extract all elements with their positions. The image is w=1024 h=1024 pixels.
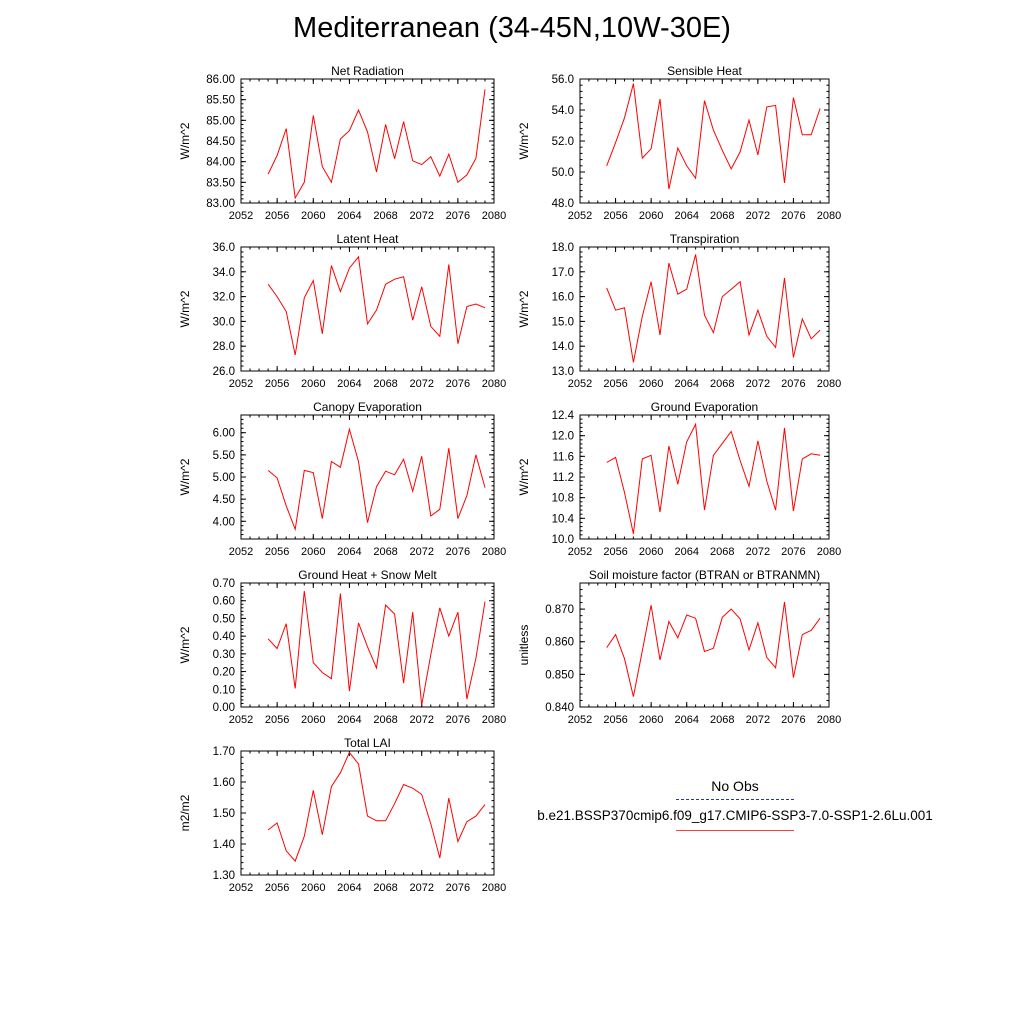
y-tick-label: 84.00 [206, 156, 235, 169]
x-tick-label: 2080 [816, 546, 842, 558]
x-tick-label: 2064 [674, 210, 699, 222]
x-tick-label: 2080 [481, 546, 507, 558]
y-tick-label: 4.00 [212, 516, 235, 529]
y-tick-label: 85.50 [206, 94, 235, 107]
chart-title: Canopy Evaporation [313, 400, 422, 414]
x-tick-label: 2076 [445, 882, 471, 894]
x-tick-label: 2072 [409, 378, 434, 390]
chart-title: Net Radiation [331, 64, 404, 78]
x-tick-label: 2076 [445, 210, 471, 222]
y-tick-label: 0.40 [212, 631, 235, 644]
x-tick-label: 2056 [264, 378, 290, 390]
legend-obs-line [676, 799, 794, 800]
chart-panel-7 [517, 568, 841, 726]
x-tick-label: 2076 [781, 714, 806, 726]
x-tick-label: 2068 [373, 378, 398, 390]
x-tick-label: 2080 [816, 714, 842, 726]
y-tick-label: 0.30 [212, 648, 235, 661]
chart-title: Ground Evaporation [650, 400, 759, 414]
y-axis-label: W/m^2 [517, 122, 531, 160]
y-tick-label: 54.0 [551, 105, 574, 117]
chart-title: Total LAI [344, 736, 391, 750]
x-tick-label: 2072 [409, 882, 434, 894]
y-tick-label: 1.40 [212, 839, 235, 851]
chart-title: Transpiration [669, 232, 740, 246]
x-tick-label: 2052 [228, 210, 254, 222]
x-tick-label: 2080 [816, 210, 842, 222]
y-tick-label: 11.6 [552, 451, 574, 464]
chart-panel-6 [178, 568, 506, 726]
legend-case-label: b.e21.BSSP370cmip6.f09_g17.CMIP6-SSP3-7.0-SSP1-2.6Lu.001 [537, 808, 933, 823]
x-tick-label: 2056 [264, 546, 290, 558]
x-tick-label: 2064 [337, 378, 362, 390]
y-tick-label: 0.850 [545, 669, 574, 682]
x-tick-label: 2072 [745, 546, 771, 558]
y-tick-label: 32.0 [212, 291, 235, 304]
chart-frame [580, 247, 829, 371]
y-tick-label: 15.0 [551, 316, 574, 329]
y-tick-label: 0.10 [212, 684, 235, 697]
y-tick-label: 34.0 [212, 266, 235, 279]
chart-panel-3 [517, 232, 841, 390]
y-tick-label: 50.0 [551, 167, 574, 179]
chart-title: Ground Heat + Snow Melt [298, 568, 437, 582]
x-tick-label: 2072 [409, 210, 434, 222]
x-tick-label: 2064 [337, 714, 362, 726]
x-tick-label: 2060 [301, 378, 326, 390]
x-tick-label: 2060 [638, 714, 664, 726]
x-tick-label: 2080 [481, 378, 507, 390]
y-tick-label: 1.60 [212, 777, 235, 789]
y-tick-label: 10.4 [551, 513, 574, 526]
y-tick-label: 85.00 [206, 115, 235, 128]
series-line [607, 84, 820, 190]
y-axis-label: m2/m2 [178, 794, 192, 832]
y-tick-label: 14.0 [551, 341, 574, 354]
x-tick-label: 2056 [264, 210, 290, 222]
x-tick-label: 2064 [337, 210, 362, 222]
x-tick-label: 2080 [816, 378, 842, 390]
x-tick-label: 2060 [638, 378, 664, 390]
x-tick-label: 2068 [710, 378, 735, 390]
legend-obs-label: No Obs [711, 778, 759, 794]
y-tick-label: 13.0 [551, 366, 574, 378]
y-tick-label: 11.2 [552, 472, 574, 484]
y-tick-label: 4.50 [212, 494, 235, 507]
chart-title: Sensible Heat [667, 64, 742, 78]
x-tick-label: 2064 [674, 546, 699, 558]
chart-frame [580, 583, 829, 707]
y-axis-label: W/m^2 [178, 626, 192, 664]
chart-title: Latent Heat [336, 232, 399, 246]
chart-frame [241, 583, 494, 707]
x-tick-label: 2068 [373, 714, 398, 726]
x-tick-label: 2072 [409, 546, 434, 558]
y-tick-label: 0.840 [545, 702, 574, 714]
x-tick-label: 2060 [301, 714, 326, 726]
y-tick-label: 0.860 [545, 636, 574, 649]
series-line [268, 429, 485, 529]
x-tick-label: 2056 [603, 210, 628, 222]
x-tick-label: 2052 [228, 546, 254, 558]
x-tick-label: 2052 [228, 378, 254, 390]
y-tick-label: 10.8 [551, 492, 574, 505]
y-tick-label: 84.50 [206, 136, 235, 148]
series-line [607, 424, 820, 534]
x-tick-label: 2064 [674, 714, 699, 726]
x-tick-label: 2076 [781, 210, 806, 222]
x-tick-label: 2064 [337, 546, 362, 558]
y-tick-label: 16.0 [551, 291, 574, 304]
y-tick-label: 0.00 [212, 702, 235, 714]
x-tick-label: 2060 [301, 882, 326, 894]
chart-frame [241, 247, 494, 371]
x-tick-label: 2052 [567, 210, 593, 222]
y-axis-label: W/m^2 [178, 290, 192, 328]
x-tick-label: 2080 [481, 210, 507, 222]
x-tick-label: 2064 [674, 378, 699, 390]
y-tick-label: 5.00 [212, 472, 235, 484]
chart-frame [580, 415, 829, 539]
y-axis-label: W/m^2 [178, 458, 192, 496]
y-tick-label: 30.0 [212, 316, 235, 329]
y-tick-label: 1.50 [212, 808, 235, 820]
x-tick-label: 2068 [373, 546, 398, 558]
x-tick-label: 2068 [710, 714, 735, 726]
x-tick-label: 2072 [409, 714, 434, 726]
x-tick-label: 2068 [373, 882, 398, 894]
x-tick-label: 2060 [638, 546, 664, 558]
series-line [268, 257, 485, 355]
legend [520, 778, 950, 831]
x-tick-label: 2072 [745, 714, 771, 726]
x-tick-label: 2052 [567, 714, 593, 726]
x-tick-label: 2072 [745, 210, 771, 222]
x-tick-label: 2076 [445, 714, 471, 726]
y-tick-label: 6.00 [212, 427, 235, 440]
y-tick-label: 0.70 [212, 578, 235, 590]
y-tick-label: 0.870 [545, 604, 574, 617]
chart-frame [241, 79, 494, 203]
y-axis-label: unitless [517, 624, 531, 666]
x-tick-label: 2052 [567, 546, 593, 558]
chart-panel-0 [178, 64, 506, 222]
y-axis-label: W/m^2 [178, 122, 192, 160]
x-tick-label: 2076 [445, 546, 471, 558]
chart-frame [580, 79, 829, 203]
x-tick-label: 2068 [710, 546, 735, 558]
chart-title: Soil moisture factor (BTRAN or BTRANMN) [588, 568, 821, 582]
chart-panel-1 [517, 64, 841, 222]
series-line [268, 89, 485, 198]
y-tick-label: 0.20 [212, 666, 235, 679]
y-tick-label: 1.30 [212, 870, 235, 882]
y-tick-label: 48.0 [551, 198, 574, 210]
x-tick-label: 2080 [481, 882, 507, 894]
x-tick-label: 2056 [264, 882, 290, 894]
y-tick-label: 5.50 [212, 449, 235, 462]
y-tick-label: 12.4 [551, 410, 574, 422]
x-tick-label: 2080 [481, 714, 507, 726]
y-tick-label: 10.0 [551, 534, 574, 546]
page-title: Mediterranean (34-45N,10W-30E) [293, 12, 731, 44]
y-tick-label: 28.0 [212, 341, 235, 354]
y-tick-label: 36.0 [212, 242, 235, 254]
series-line [607, 602, 820, 697]
x-tick-label: 2056 [603, 714, 628, 726]
y-tick-label: 12.0 [551, 430, 574, 443]
y-axis-label: W/m^2 [517, 290, 531, 328]
y-tick-label: 0.60 [212, 595, 235, 608]
y-tick-label: 56.0 [551, 74, 574, 86]
x-tick-label: 2076 [781, 378, 806, 390]
y-tick-label: 17.0 [551, 266, 574, 279]
x-tick-label: 2064 [337, 882, 362, 894]
y-tick-label: 18.0 [551, 242, 574, 254]
y-tick-label: 52.0 [551, 136, 574, 148]
x-tick-label: 2056 [603, 546, 628, 558]
y-tick-label: 83.00 [206, 198, 235, 210]
x-tick-label: 2052 [228, 882, 254, 894]
y-tick-label: 0.50 [212, 613, 235, 626]
legend-case-line [676, 830, 794, 831]
x-tick-label: 2052 [228, 714, 254, 726]
x-tick-label: 2052 [567, 378, 593, 390]
y-axis-label: W/m^2 [517, 458, 531, 496]
x-tick-label: 2060 [638, 210, 664, 222]
y-tick-label: 1.70 [212, 746, 235, 758]
x-tick-label: 2060 [301, 546, 326, 558]
chart-frame [241, 751, 494, 875]
x-tick-label: 2068 [373, 210, 398, 222]
x-tick-label: 2060 [301, 210, 326, 222]
x-tick-label: 2056 [264, 714, 290, 726]
x-tick-label: 2072 [745, 378, 771, 390]
series-line [607, 254, 820, 362]
chart-panel-2 [178, 232, 506, 390]
y-tick-label: 83.50 [206, 177, 235, 190]
chart-panel-8 [178, 736, 506, 894]
x-tick-label: 2076 [445, 378, 471, 390]
x-tick-label: 2068 [710, 210, 735, 222]
series-line [268, 753, 485, 862]
y-tick-label: 86.00 [206, 74, 235, 86]
chart-panel-4 [178, 400, 506, 558]
x-tick-label: 2056 [603, 378, 628, 390]
series-line [268, 591, 485, 705]
y-tick-label: 26.0 [212, 366, 235, 378]
chart-panel-5 [517, 400, 841, 558]
x-tick-label: 2076 [781, 546, 806, 558]
